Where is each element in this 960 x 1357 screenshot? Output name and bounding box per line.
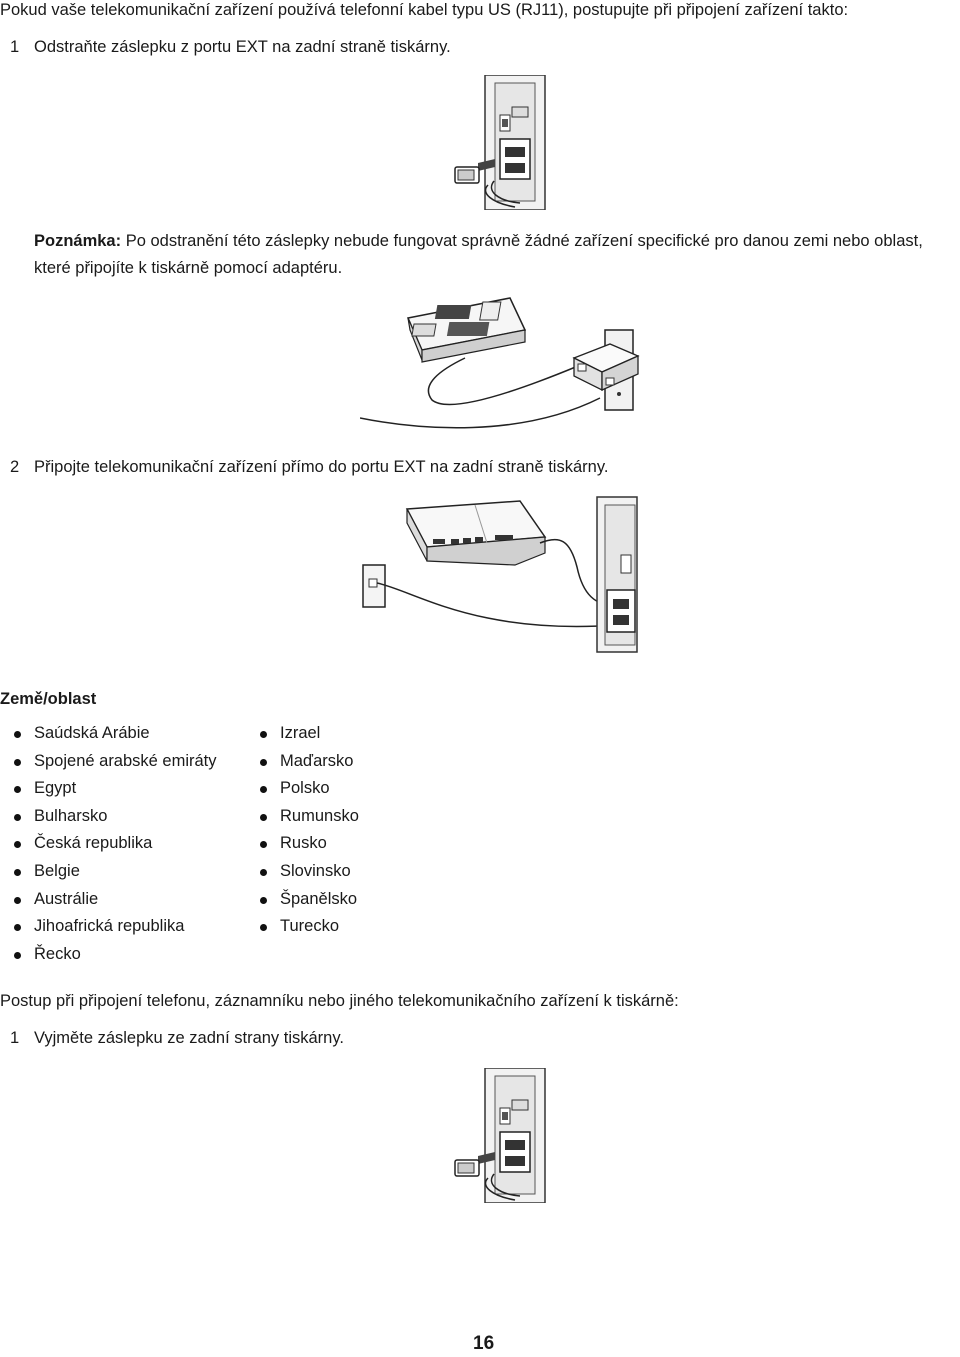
printer-port-plug-removal-illustration <box>440 1068 550 1203</box>
note-paragraph <box>34 228 959 282</box>
adapter-wall-connection-illustration <box>360 290 640 440</box>
procedure-intro-text: Postup při připojení telefonu, záznamníku nebo jiného telekomunikačního zařízení k tiskárně: <box>0 992 679 1010</box>
step-number: 1 <box>10 1029 20 1047</box>
step-text: Odstraňte záslepku z portu EXT na zadní straně tiskárny. <box>34 38 451 56</box>
list-item: Španělsko <box>258 886 359 914</box>
list-item: Maďarsko <box>258 748 359 776</box>
list-item: Turecko <box>258 913 359 941</box>
list-item: Řecko <box>12 941 217 969</box>
list-item: Belgie <box>12 858 217 886</box>
list-item: Jihoafrická republika <box>12 913 217 941</box>
list-item: Austrálie <box>12 886 217 914</box>
page-number: 16 <box>473 1333 495 1354</box>
list-item: Slovinsko <box>258 858 359 886</box>
list-item: Rusko <box>258 830 359 858</box>
list-item: Saúdská Arábie <box>12 720 217 748</box>
printer-port-plug-removal-illustration <box>440 75 550 210</box>
list-item: Polsko <box>258 775 359 803</box>
list-item: Česká republika <box>12 830 217 858</box>
countries-list-column-1 <box>12 720 217 968</box>
countries-list-column-2 <box>258 720 359 941</box>
countries-heading: Země/oblast <box>0 690 97 708</box>
step-number: 2 <box>10 458 20 476</box>
step-text: Připojte telekomunikační zařízení přímo do portu EXT na zadní straně tiskárny. <box>34 458 609 476</box>
list-item: Bulharsko <box>12 803 217 831</box>
step-number: 1 <box>10 38 20 56</box>
step-text: Vyjměte záslepku ze zadní strany tiskárny. <box>34 1029 344 1047</box>
note-label: Poznámka: <box>34 232 122 250</box>
list-item: Egypt <box>12 775 217 803</box>
list-item: Izrael <box>258 720 359 748</box>
list-item: Rumunsko <box>258 803 359 831</box>
note-text: Po odstranění této záslepky nebude fungovat správně žádné zařízení specifické pro danou zemi nebo oblast, které připojíte k tiskárně pomocí adaptéru. <box>34 232 923 277</box>
list-item: Spojené arabské emiráty <box>12 748 217 776</box>
device-printer-wall-connection-illustration <box>355 495 640 655</box>
intro-text: Pokud vaše telekomunikační zařízení používá telefonní kabel typu US (RJ11), postupujte při připojení zařízení takto: <box>0 1 849 19</box>
